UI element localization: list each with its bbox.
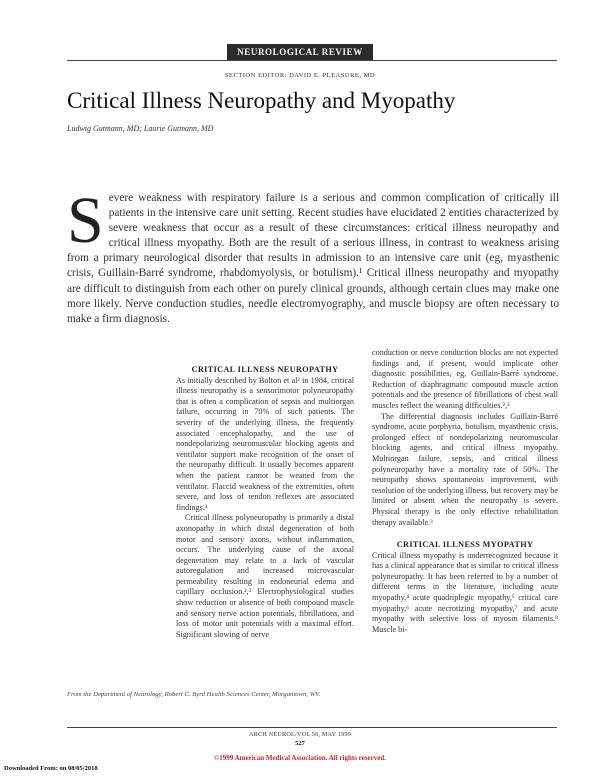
download-stamp: Downloaded From: on 08/05/2018 xyxy=(4,765,98,772)
header-rule xyxy=(67,60,557,61)
section-banner: NEUROLOGICAL REVIEW xyxy=(227,44,373,60)
paragraph: Critical illness polyneuropathy is primarily a distal axonopathy in which distal degeneration of both motor and sensory axons, without inflammation, occurs. The underlying cause of the axonal degeneration may relate to a lack of vascular autoregulation and increased microvascular permeability resulting in endoneurial edema and capillary occlusion.²,³ Electrophysiological studies show reduction or absence of both compound muscle and sensory nerve action potentials, fibrillations, and loss of motor unit potentials with a maximal effort. Significant slowing of nerve xyxy=(176,513,354,639)
abstract xyxy=(67,184,559,327)
footer-rule xyxy=(67,727,557,728)
article-title: Critical Illness Neuropathy and Myopathy xyxy=(67,88,456,113)
section-editor: SECTION EDITOR: DAVID E. PLEASURE, MD xyxy=(224,72,376,79)
paragraph: The differential diagnosis includes Guillain-Barré syndrome, acute porphyria, botulism, myasthenic crisis, prolonged effect of nondepolarizing neuromuscular blocking agents, and critical illness myopathy. Multiorgan failure, sepsis, and critical illness polyneuropathy have a mortality rate of 50%. The neuropathy shows spontaneous improvement, with resolution of the underlying illness, but recovery may be limited or absent when the neuropathy is severe. Physical therapy is the only effective rehabilitation therapy available.³ xyxy=(372,411,558,527)
section-heading-myopathy: CRITICAL ILLNESS MYOPATHY xyxy=(396,540,534,550)
paragraph: conduction or nerve conduction blocks are not expected findings and, if present, would implicate other diagnostic possibilities, eg, Guillain-Barré syndrome. Reduction of diaphragmatic compound muscle action potentials and the presence of fibrillations of chest wall muscles reflect the weaning difficulties.²,³ xyxy=(372,348,558,410)
abstract-text: evere weakness with respiratory failure is a serious and common complication of critically ill patients in the intensive care unit setting. Recent studies have elucidated 2 entities characterized by severe weakness that occur as a result of these circumstances: critical illness neuropathy and critical illness myopathy. Both are the result of a serious illness, in contrast to weakness arising from a primary neurological disorder that results in admission to an intensive care unit (eg, myasthenic crisis, Guillain-Barré syndrome, rhabdomyolysis, or botulism).¹ Critical illness neuropathy and myopathy are difficult to distinguish from each other on purely clinical grounds, although certain clues may make one more likely. Nerve conduction studies, needle electromyography, and muscle biopsy are often necessary to make a firm diagnosis. xyxy=(67,192,559,325)
paragraph: Critical illness myopathy is underrecognized because it has a clinical appearance that is similar to critical illness polyneuropathy. It has been referred to by a number of different terms in the literature, including acute myopathy,⁴ acute quadriplegic myopathy,⁵ critical care myopathy,⁶ acute necrotizing myopathy,⁷ and acute myopathy with selective loss of myosin filaments.⁸ Muscle bi- xyxy=(372,550,558,634)
paragraph: As initially described by Bolton et al² in 1984, critical illness neuropathy is a sensorimotor polyneuropathy that is often a complication of sepsis and multiorgan failure, occurring in 70% of such patients. The severity of the underlying illness, the frequently associated encephalopathy, and the use of nondepolarizing neuromuscular blocking agents and ventilator support make recognition of the onset of the neuropathy difficult. It usually becomes apparent when the patient cannot be weaned from the ventilator. Flaccid weakness of the extremities, often severe, and loss of tendon reflexes are associated findings.³ xyxy=(176,375,354,512)
affiliation-footnote: From the Department of Neurology, Robert C. Byrd Health Sciences Center, Morgantown, WV. xyxy=(67,691,321,698)
column-left xyxy=(176,365,354,640)
drop-cap: S xyxy=(67,184,104,257)
article-authors: Ludwig Gutmann, MD; Laurie Gutmann, MD xyxy=(67,124,214,133)
section-heading-neuropathy: CRITICAL ILLNESS NEUROPATHY xyxy=(191,365,339,374)
journal-citation: ARCH NEUROL/VOL 56, MAY 1999 xyxy=(248,731,352,738)
page-number: 527 xyxy=(295,740,305,747)
column-right xyxy=(372,348,558,635)
copyright-notice: ©1999 American Medical Association. All rights reserved. xyxy=(214,754,386,762)
